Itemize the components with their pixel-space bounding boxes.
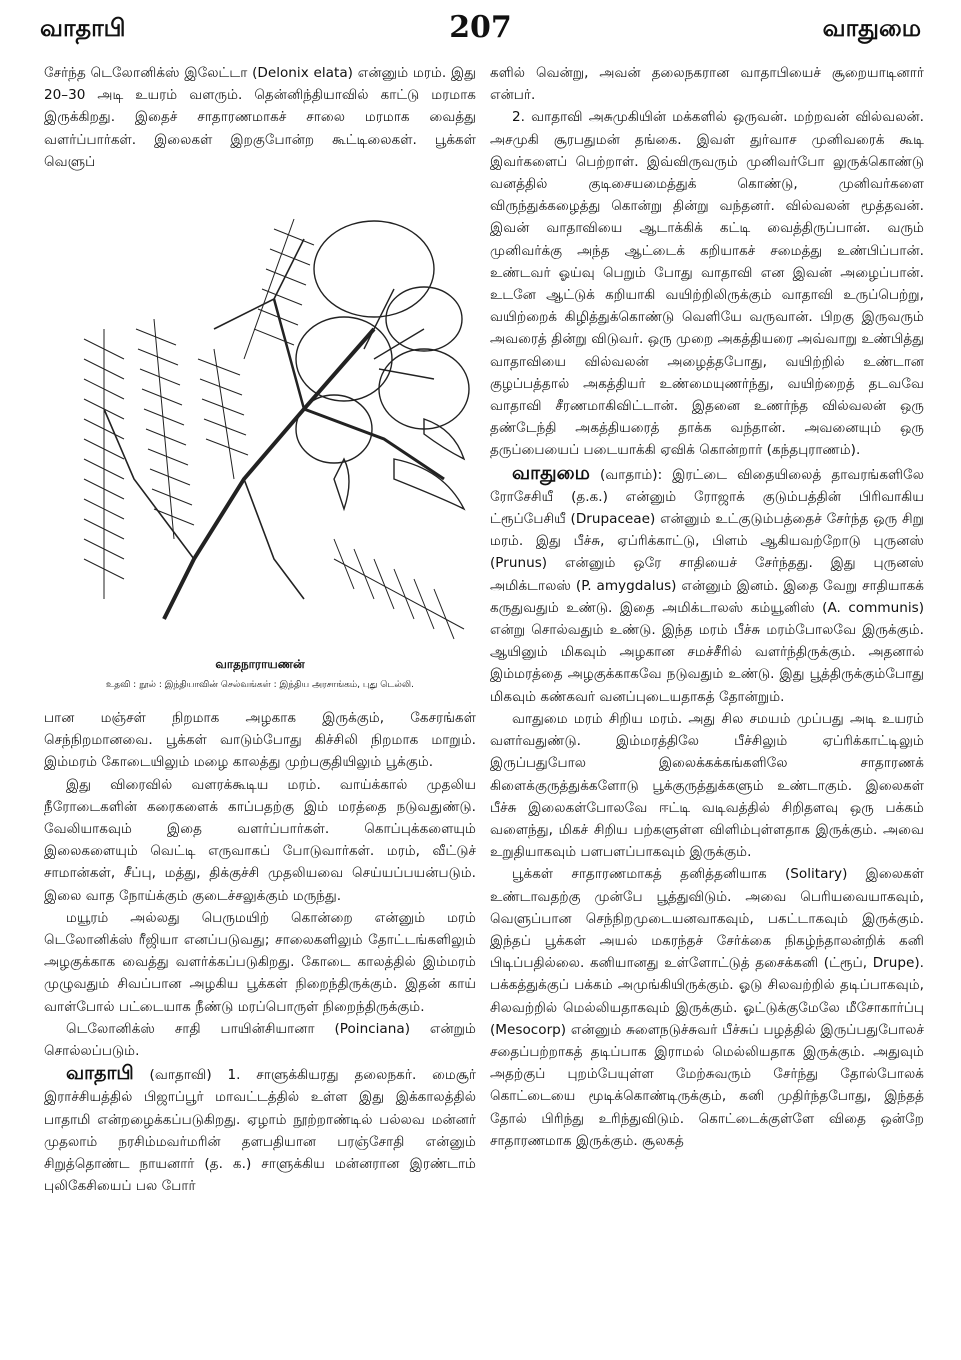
- figure-caption: வாதநாராயணன்: [215, 657, 305, 672]
- left-column: [44, 62, 476, 1197]
- paragraph-flower-colour: பான மஞ்சள் நிறமாக அழகாக இருக்கும், கேசரங்கள் செந்நிறமானவை. பூக்கள் வாடும்போது கிச்சிலி நிறமாக மாறும். இம்மரம் கோடையிலும் மழை காலத்து முற்பகுதியிலும் பூக்கும்.: [44, 710, 476, 771]
- paragraph-delonix-intro: சேர்ந்த டெலோனிக்ஸ் இலேட்டா (Delonix elata) என்னும் மரம். இது 20–30 அடி உயரம் வளரும். தென்னிந்தியாவில் காட்டு மரமாக இருக்கிறது. இதைச் சாதாரணமாகச் சாலை மரமாக வைத்து வளர்ப்பார்கள். இலைகள் இறகுபோன்ற கூட்டிலைகள். பூக்கள் வெளுப்: [44, 65, 476, 170]
- paragraph-vatavi-legend: 2. வாதாவி அசுமுகியின் மக்களில் ஒருவன். மற்றவன் வில்வலன். அசமுகி சூரபதுமன் தங்கை. இவள் துர்வாச முனிவரைக் கூடி இவர்களைப் பெற்றாள். இவ்விருவரும் முனிவர்போ லுருக்கொண்டு வனத்தில் குடிசையமைத்துக் கொண்டு, முனிவர்களை விருந்துக்கழைத்து கொன்று தின்று வந்தனர். வில்வலன் மூத்தவன். இவன் வாதாவியை ஆடாக்கிக் கட்டி வைத்திருப்பான். வரும் முனிவர்க்கு அந்த ஆட்டைக் கறியாகச் சமைத்து உண்பிப்பான். உண்டவர் ஓய்வு பெறும் போது வாதாவி என இவன் அழைப்பான். உடனே ஆட்டுக் கறியாகி வயிற்றிலிருக்கும் வாதாவி உருப்பெற்று, வயிற்றைக் கிழித்துக்கொண்டு வெளியே வருவான். பிறகு இருவரும் அவரைத் தின்று விடுவர். ஒரு முறை அகத்தியரை அவ்வாறு உண்பித்து வாதாவியை வில்வலன் அழைத்தபோது, வயிற்றில் உண்டான குழப்பத்தால் அகத்தியர் உண்மையுணர்ந்து, வயிற்றைத் தடவவே வாதாவி சீரணமாகிவிட்டான். இதனை உணர்ந்த வில்வலன் ஒரு தண்டேந்தி அகத்தியரைத் தாக்க வந்தான். அவனையும் ஒரு தருப்பையைப் படையாக்கி ஏவிக் கொன்றார் (கந்தபுராணம்).: [490, 109, 924, 459]
- paragraph-vatumai-flowers: பூக்கள் சாதாரணமாகத் தனித்தனியாக (Solitary) இலைகள் உண்டாவதற்கு முன்பே பூத்துவிடும். அவை பெரியவையாகவும், வெளுப்பான செந்நிறமுடையனவாகவும், பகட்டாகவும் இருக்கும். இந்தப் பூக்கள் அயல் மகரந்தச் சேர்க்கை நிகழ்ந்தாலன்றிக் கனி பிடிப்பதில்லை. கனியானது உள்ளோட்டுத் தசைக்கனி (ட்ரூப், Drupe). பக்கத்துக்குப் பக்கம் அமுங்கியிருக்கும். ஓடு சிலவற்றில் தடிப்பாகவும், சிலவற்றில் மெல்லியதாகவும் இருக்கும். ஓட்டுக்குமேலே மீசோகார்ப்பு (Mesocorp) என்னும் சுளைநடுச்சுவர் பீச்சுப் பழத்தில் இருப்பதுபோலச் சதைப்பற்றாகத் தடிப்பாக இராமல் மெல்லியதாக இருக்கும். அதுவும் அதற்குப் புறம்பேயுள்ள மேற்சுவரும் சேர்ந்து தோல்போலக் கொட்டையை மூடிக்கொண்டிருக்கும், கனி முதிர்ந்தபோது, இந்தத் தோல் பிரிந்து உரிந்துவிடும். கொட்டைக்குள்ளே விதை ஒன்றே சாதாரணமாக இருக்கும். சூலகத்: [490, 866, 924, 1149]
- botanical-illustration: [44, 179, 476, 649]
- figure-credit: உதவி : நூல் : இந்தியாவின் செல்வங்கள் : இந்திய அரசாங்கம், புது டெல்லி.: [106, 680, 414, 691]
- paragraph-growth-uses: இது விரைவில் வளரக்கூடிய மரம். வாய்க்கால் முதலிய நீரோடைகளின் கரைகளைக் காப்பதற்கு இம் மரத்தை நடுவதுண்டு. வேலியாகவும் இதை வளர்ப்பார்கள். கொப்புக்களையும் இலைகளையும் வெட்டி எருவாகப் போடுவார்கள். மரம், வீட்டுச் சாமான்கள், சீப்பு, மத்து, திக்குச்சி முதலியவை செய்யப்பயன்படும். இலை வாத நோய்க்கும் குடைச்சலுக்கும் மருந்து.: [44, 776, 476, 904]
- entry-head-vatapi: வாதாபி: [66, 1062, 134, 1085]
- paragraph-vatumai-tree: வாதுமை மரம் சிறிய மரம். அது சில சமயம் முப்பது அடி உயரம் வளர்வதுண்டு. இம்மரத்திலே பீச்சிலும் ஏப்ரிக்காட்டிலும் இருப்பதுபோல இலைக்கக்கங்களிலே சாதாரணக் கிளைக்குருத்துக்களோடு பூக்குருத்துக்களும் உண்டாகும். இலைகள் பீச்சு இலைகள்போலவே ஈட்டி வடிவத்தில் சிறிதளவு ஒரு பக்கம் வளைந்து, மிகச் சிறிய பற்களுள்ள விளிம்புள்ளதாக இருக்கும். அவை உறுதியாகவும் பளபளப்பாகவும் இருக்கும்.: [490, 710, 924, 861]
- entry-body-vatapi: (வாதாவி) 1. சாளுக்கியரது தலைநகர். மைசூர் இராச்சியத்தில் பிஜாப்பூர் மாவட்டத்தில் உள்ள இது இக்காலத்தில் பாதாமி என்றழைக்கப்படுகிறது. ஏழாம் நூற்றாண்டில் பல்லவ மன்னர் முதலாம் நரசிம்மவர்மரின் தளபதியான பரஞ்சோதி என்னும் சிறுத்தொண்ட நாயனார் (த. க.) சாளுக்கிய மன்னரான இரண்டாம் புலிகேசியைப் பல போர்: [44, 1067, 476, 1195]
- header-left-word: வாதாபி: [40, 14, 126, 42]
- page-number: 207: [449, 10, 512, 45]
- paragraph-vatapi-cont: களில் வென்று, அவன் தலைநகரான வாதாபியைச் சூறையாடினார் என்பர்.: [490, 65, 924, 104]
- header-right-word: வாதுமை: [822, 14, 921, 42]
- page-header: [0, 0, 961, 54]
- entry-head-vatumai: வாதுமை: [512, 461, 590, 484]
- entry-vatapi: [44, 1062, 476, 1197]
- entry-body-vatumai: (வாதாம்): இரட்டை விதையிலைத் தாவரங்களிலே ரோசேசியீ (த.க.) என்னும் ரோஜாக் குடும்பத்தின் பிரிவாகிய ட்ரூப்பேசியீ (Drupaceae) என்னும் உட்குடும்பத்தைச் சேர்ந்த ஒரு சிறு மரம். இது பீச்சு, ஏப்ரிக்காட்டு, பிளம் ஆகியவற்றோடு புருனஸ் (Prunus) என்னும் ஒரே சாதியைச் சேர்ந்தது. இது புருனஸ் அமிக்டாலஸ் (P. amygdalus) என்னும் இனம். இதை வேறு சாதியாகக் கருதுவதும் உண்டு. இதை அமிக்டாலஸ் கம்யூனிஸ் (A. communis) என்று சொல்வதும் உண்டு. இந்த மரம் பீச்சு மரம்போலவே இருக்கும். ஆயினும் மிகவும் அழகான சமச்சீரில் வளர்ந்திருக்கும். அதனால் இம்மரத்தை அழகுக்காகவே நடுவதும் உண்டு. இது பூத்திருக்கும்போது மிகவும் கண்கவர் வனப்புடையதாகத் தோன்றும்.: [490, 466, 924, 705]
- right-column: [490, 62, 924, 1152]
- paragraph-poinciana: டெலோனிக்ஸ் சாதி பாயின்சியானா (Poinciana) என்றும் சொல்லப்படும்.: [44, 1020, 476, 1060]
- figure-vathanarayanan: [44, 179, 476, 701]
- paragraph-mayuram: மயூரம் அல்லது பெருமயிற் கொன்றை என்னும் மரம் டெலோனிக்ஸ் ரீஜியா எனப்படுவது; சாலைகளிலும் தோட்டங்களிலும் அழகுக்காக வைத்து வளர்க்கப்படுகிறது. கோடை காலத்தில் இம்மரம் முழுவதும் சிவப்பான அழகிய பூக்கள் நிறைந்திருக்கும். இதன் காய் வாள்போல் பட்டையாக நீண்டு மரப்பொருள் நிறைந்திருக்கும்.: [44, 909, 476, 1015]
- entry-vatumai: [490, 462, 924, 708]
